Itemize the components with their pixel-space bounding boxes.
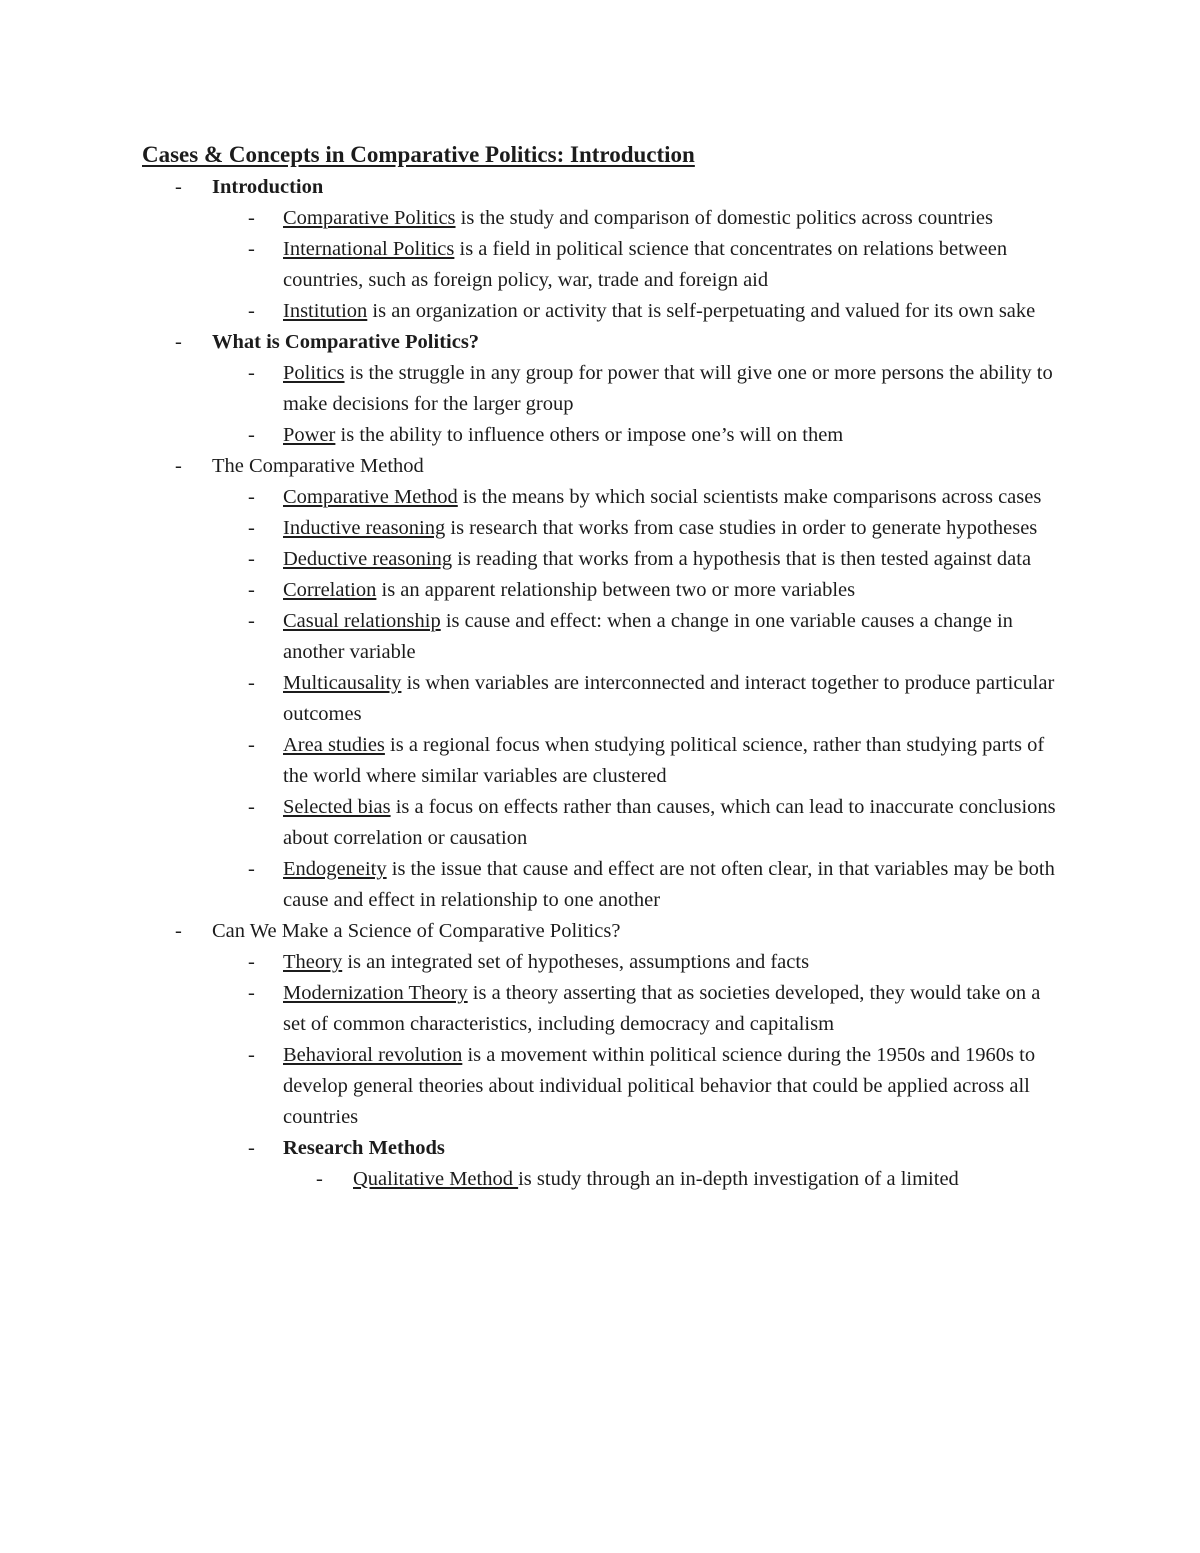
bullet-dash: - <box>248 951 255 973</box>
definition-text: is the ability to influence others or impose one’s will on them <box>335 424 844 446</box>
defined-term: Casual relationship <box>283 610 441 632</box>
defined-term: Correlation <box>283 579 377 601</box>
section-label: The Comparative Method <box>212 455 424 477</box>
definition-text: is the issue that cause and effect are not often clear, in that variables may be both cause and effect in relationship to one another <box>283 858 1055 911</box>
definition-text: is a theory asserting that as societies developed, they would take on a set of common characteristics, including democracy and capitalism <box>283 982 1041 1035</box>
definition-text: is study through an in-depth investigation of a limited <box>518 1168 959 1190</box>
bullet-dash: - <box>248 517 255 539</box>
defined-term: Politics <box>283 362 345 384</box>
section-label: What is Comparative Politics? <box>212 331 480 353</box>
defined-term: Deductive reasoning <box>283 548 453 570</box>
bullet-dash: - <box>248 672 255 694</box>
outline-subitem <box>0 1040 1200 1133</box>
bullet-dash: - <box>248 1044 255 1066</box>
item-body <box>283 234 1063 296</box>
outline-subitem <box>0 730 1200 792</box>
item-body <box>283 978 1063 1040</box>
item-body <box>283 854 1063 916</box>
item-body <box>283 203 1063 234</box>
outline-subitem <box>0 575 1200 606</box>
definition-text: is cause and effect: when a change in one variable causes a change in another variable <box>283 610 1013 663</box>
outline-subsubitem <box>0 1164 1200 1195</box>
defined-term: International Politics <box>283 238 455 260</box>
outline-heading-item <box>0 172 1200 203</box>
bullet-dash: - <box>248 300 255 322</box>
section-label: Introduction <box>212 176 324 198</box>
defined-term: Power <box>283 424 336 446</box>
item-body <box>212 172 1062 203</box>
bullet-dash: - <box>248 207 255 229</box>
page-title: Cases & Concepts in Comparative Politics: Introduction <box>142 142 695 167</box>
outline-subitem <box>0 668 1200 730</box>
definition-text: is the study and comparison of domestic politics across countries <box>455 207 993 229</box>
item-body <box>212 916 1062 947</box>
bullet-dash: - <box>248 796 255 818</box>
item-body <box>283 358 1063 420</box>
item-body <box>283 575 1063 606</box>
definition-text: is a focus on effects rather than causes, which can lead to inaccurate conclusions about correlation or causation <box>283 796 1056 849</box>
defined-term: Qualitative Method <box>353 1168 519 1190</box>
definition-text: is when variables are interconnected and interact together to produce particular outcomes <box>283 672 1055 725</box>
item-body <box>283 792 1063 854</box>
outline-subitem <box>0 606 1200 668</box>
bullet-dash: - <box>248 1137 255 1159</box>
definition-text: is a regional focus when studying political science, rather than studying parts of the world where similar variables are clustered <box>283 734 1045 787</box>
definition-text: is research that works from case studies in order to generate hypotheses <box>445 517 1038 539</box>
bullet-dash: - <box>248 486 255 508</box>
item-body <box>283 668 1063 730</box>
item-body <box>283 513 1063 544</box>
bullet-dash: - <box>248 734 255 756</box>
bullet-dash: - <box>316 1168 323 1190</box>
outline-subitem <box>0 1133 1200 1164</box>
outline-heading-item <box>0 451 1200 482</box>
defined-term: Modernization Theory <box>283 982 468 1004</box>
outline-subitem <box>0 978 1200 1040</box>
defined-term: Multicausality <box>283 672 402 694</box>
bullet-dash: - <box>248 424 255 446</box>
bullet-dash: - <box>248 579 255 601</box>
outline-subitem <box>0 854 1200 916</box>
bullet-dash: - <box>175 920 182 942</box>
section-label: Research Methods <box>283 1137 445 1159</box>
bullet-dash: - <box>248 858 255 880</box>
definition-text: is a movement within political science during the 1950s and 1960s to develop general theories about individual political behavior that could be applied across all countries <box>283 1044 1036 1128</box>
item-body <box>212 451 1062 482</box>
defined-term: Behavioral revolution <box>283 1044 463 1066</box>
item-body <box>283 544 1063 575</box>
bullet-dash: - <box>175 176 182 198</box>
bullet-dash: - <box>248 548 255 570</box>
defined-term: Comparative Politics <box>283 207 456 229</box>
bullet-dash: - <box>175 331 182 353</box>
item-body <box>283 296 1063 327</box>
bullet-dash: - <box>175 455 182 477</box>
outline-subitem <box>0 792 1200 854</box>
outline-heading-item <box>0 327 1200 358</box>
outline-list <box>0 172 1200 1195</box>
outline-subitem <box>0 513 1200 544</box>
defined-term: Theory <box>283 951 343 973</box>
defined-term: Inductive reasoning <box>283 517 446 539</box>
outline-subitem <box>0 482 1200 513</box>
outline-heading-item <box>0 916 1200 947</box>
defined-term: Institution <box>283 300 368 322</box>
definition-text: is an organization or activity that is self-perpetuating and valued for its own sake <box>367 300 1036 322</box>
defined-term: Endogeneity <box>283 858 387 880</box>
item-body <box>212 327 1062 358</box>
definition-text: is the means by which social scientists make comparisons across cases <box>457 486 1042 508</box>
definition-text: is the struggle in any group for power that will give one or more persons the ability to make decisions for the larger group <box>283 362 1053 415</box>
definition-text: is a field in political science that concentrates on relations between countries, such as foreign policy, war, trade and foreign aid <box>283 238 1008 291</box>
outline-subitem <box>0 296 1200 327</box>
item-body <box>283 1133 1063 1164</box>
item-body <box>283 947 1063 978</box>
outline-subitem <box>0 358 1200 420</box>
outline-subitem <box>0 203 1200 234</box>
outline-subitem <box>0 544 1200 575</box>
definition-text: is an apparent relationship between two or more variables <box>376 579 856 601</box>
item-body <box>353 1164 1073 1195</box>
definition-text: is reading that works from a hypothesis that is then tested against data <box>452 548 1032 570</box>
outline-subitem <box>0 234 1200 296</box>
bullet-dash: - <box>248 362 255 384</box>
defined-term: Area studies <box>283 734 385 756</box>
outline-subitem <box>0 947 1200 978</box>
item-body <box>283 482 1063 513</box>
outline-subitem <box>0 420 1200 451</box>
definition-text: is an integrated set of hypotheses, assumptions and facts <box>342 951 810 973</box>
section-label: Can We Make a Science of Comparative Politics? <box>212 920 621 942</box>
bullet-dash: - <box>248 982 255 1004</box>
item-body <box>283 420 1063 451</box>
item-body <box>283 1040 1063 1133</box>
bullet-dash: - <box>248 238 255 260</box>
item-body <box>283 730 1063 792</box>
defined-term: Comparative Method <box>283 486 458 508</box>
item-body <box>283 606 1063 668</box>
bullet-dash: - <box>248 610 255 632</box>
defined-term: Selected bias <box>283 796 391 818</box>
